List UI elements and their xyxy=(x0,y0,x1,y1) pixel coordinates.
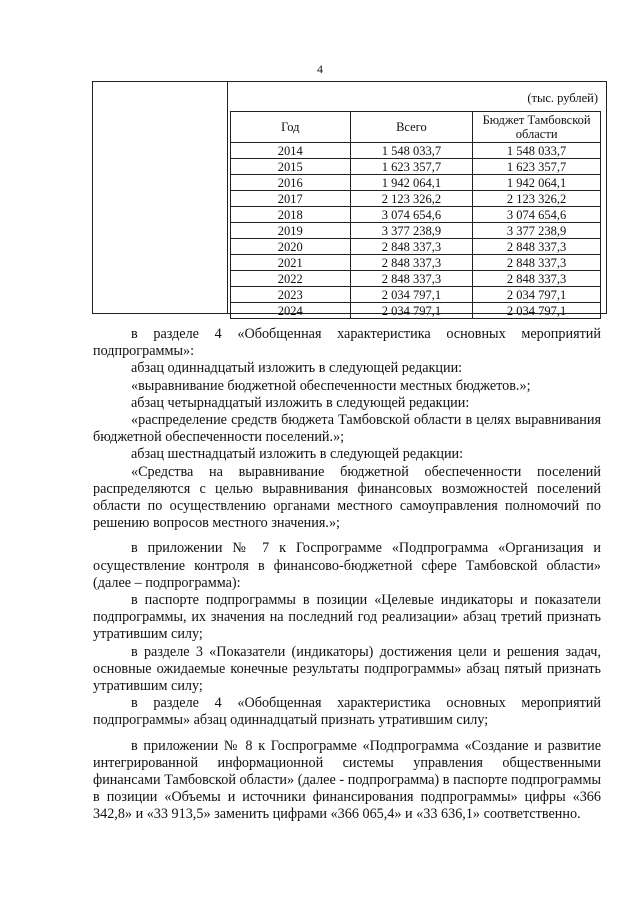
table-header-row xyxy=(231,112,601,143)
paragraph: «Средства на выравнивание бюджетной обеспеченности поселений распределяются с целью выравнивания финансовых возможностей поселений области по осуществлению органами местного самоуправления полномочий по решению вопросов местного значения.»; xyxy=(93,463,601,532)
cell-year: 2017 xyxy=(231,191,351,207)
cell-total: 1 942 064,1 xyxy=(350,175,473,191)
cell-budget: 3 074 654,6 xyxy=(473,207,601,223)
table-row xyxy=(231,223,601,239)
paragraph: «распределение средств бюджета Тамбовской области в целях выравнивания бюджетной обеспеченности поселений.»; xyxy=(93,412,601,446)
header-regional-budget: Бюджет Тамбовской области xyxy=(473,112,601,143)
paragraph: «выравнивание бюджетной обеспеченности местных бюджетов.»; xyxy=(131,377,531,394)
table-row xyxy=(231,159,601,175)
cell-year: 2024 xyxy=(231,303,351,319)
cell-budget: 2 848 337,3 xyxy=(473,255,601,271)
paragraph: абзац шестнадцатый изложить в следующей редакции: xyxy=(131,446,464,463)
cell-year: 2021 xyxy=(231,255,351,271)
cell-total: 3 074 654,6 xyxy=(350,207,473,223)
cell-budget: 1 548 033,7 xyxy=(473,143,601,159)
paragraph: в разделе 3 «Показатели (индикаторы) достижения цели и решения задач, основные ожидаемые конечные результаты подпрограммы» абзац пятый признать утратившим силу; xyxy=(93,643,601,695)
cell-year: 2014 xyxy=(231,143,351,159)
paragraph: в приложении № 7 к Госпрограмме «Подпрограмма «Организация и осуществление контроля в финансово-бюджетной сфере Тамбовской области» (далее – подпрограмма): xyxy=(93,540,601,591)
financing-table xyxy=(230,111,601,319)
document-body xyxy=(93,326,601,824)
cell-total: 2 123 326,2 xyxy=(350,191,473,207)
table-row xyxy=(231,271,601,287)
cell-budget: 1 942 064,1 xyxy=(473,175,601,191)
cell-year: 2023 xyxy=(231,287,351,303)
cell-total: 2 034 797,1 xyxy=(350,303,473,319)
cell-budget: 2 034 797,1 xyxy=(473,287,601,303)
table-row xyxy=(231,191,601,207)
table-row xyxy=(231,143,601,159)
table-row xyxy=(231,255,601,271)
cell-year: 2019 xyxy=(231,223,351,239)
cell-year: 2015 xyxy=(231,159,351,175)
page-number: 4 xyxy=(317,62,323,76)
cell-total: 2 848 337,3 xyxy=(350,271,473,287)
paragraph: в разделе 4 «Обобщенная характеристика основных мероприятий подпрограммы» абзац одиннадцатый признать утратившим силу; xyxy=(93,695,601,729)
table-row xyxy=(231,287,601,303)
cell-total: 1 548 033,7 xyxy=(350,143,473,159)
table-row xyxy=(231,207,601,223)
header-year: Год xyxy=(231,112,351,143)
table-unit-label: (тыс. рублей) xyxy=(527,91,598,105)
table-row xyxy=(231,303,601,319)
cell-year: 2016 xyxy=(231,175,351,191)
paragraph: в приложении № 8 к Госпрограмме «Подпрограмма «Создание и развитие интегрированной информационной системы управления общественными финансами Тамбовской области» (далее - подпрограмма) в паспорте подпрограммы в позиции «Объемы и источники финансирования подпрограммы» цифры «366 342,8» и «33 913,5» заменить цифрами «366 065,4» и «33 636,1» соответственно. xyxy=(93,737,601,823)
frame-column-divider xyxy=(227,82,228,313)
cell-year: 2018 xyxy=(231,207,351,223)
cell-total: 2 034 797,1 xyxy=(350,287,473,303)
paragraph: абзац четырнадцатый изложить в следующей редакции: xyxy=(131,394,470,411)
table-row xyxy=(231,239,601,255)
cell-budget: 3 377 238,9 xyxy=(473,223,601,239)
paragraph: в паспорте подпрограммы в позиции «Целевые индикаторы и показатели подпрограммы, их значения на последний год реализации» абзац третий признать утратившим силу; xyxy=(93,592,601,643)
cell-year: 2020 xyxy=(231,239,351,255)
cell-total: 2 848 337,3 xyxy=(350,255,473,271)
cell-total: 1 623 357,7 xyxy=(350,159,473,175)
cell-budget: 2 848 337,3 xyxy=(473,271,601,287)
cell-year: 2022 xyxy=(231,271,351,287)
header-total: Всего xyxy=(350,112,473,143)
cell-budget: 2 848 337,3 xyxy=(473,239,601,255)
cell-total: 2 848 337,3 xyxy=(350,239,473,255)
paragraph: в разделе 4 «Обобщенная характеристика основных мероприятий подпрограммы»: xyxy=(93,326,601,360)
cell-budget: 2 123 326,2 xyxy=(473,191,601,207)
paragraph: абзац одиннадцатый изложить в следующей редакции: xyxy=(131,360,463,377)
table-row xyxy=(231,175,601,191)
cell-budget: 1 623 357,7 xyxy=(473,159,601,175)
cell-budget: 2 034 797,1 xyxy=(473,303,601,319)
cell-total: 3 377 238,9 xyxy=(350,223,473,239)
